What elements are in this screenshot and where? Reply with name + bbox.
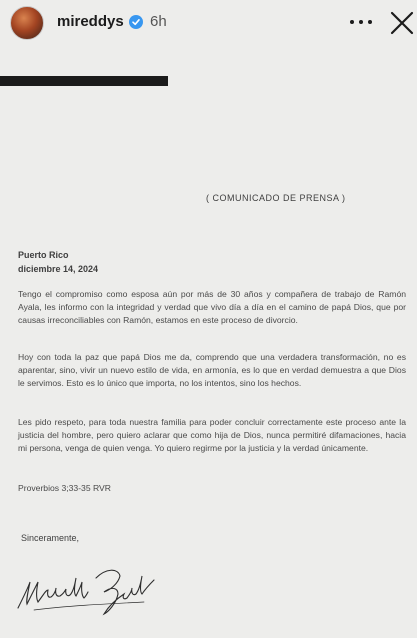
letter-date: diciembre 14, 2024 (18, 264, 99, 274)
avatar[interactable] (10, 6, 44, 40)
handwritten-signature (14, 560, 164, 618)
letter-place: Puerto Rico (18, 250, 69, 260)
username[interactable]: mireddys (57, 13, 124, 30)
close-icon[interactable] (389, 10, 415, 36)
letter-paragraph-1: Tengo el compromiso como esposa aún por más de 30 años y compañera de trabajo de Ramón Ayala, les informo con la integridad y verdad que vivo día a día en el camino de papá Dios, que por causas irreconciliables con Ramón, estamos en este proceso de divorcio. (18, 289, 406, 326)
letter-paragraph-2: Hoy con toda la paz que papá Dios me da, comprendo que una verdadera transformación, no es aparentar, sino, vivir un nuevo estilo de vida, en armonía, es lo que en verdad demuestra a que Dios le servimos. Esto es lo único que importa, no los intentos, sino los hechos. (18, 352, 406, 389)
more-dots-icon[interactable] (348, 12, 374, 32)
letter-closing: Sinceramente, (21, 533, 80, 543)
bible-verse: Proverbios 3;33-35 RVR (18, 483, 111, 493)
post-time: 6h (150, 13, 167, 30)
press-release-heading: ( COMUNICADO DE PRENSA ) (206, 193, 346, 203)
verified-badge-icon (129, 15, 143, 29)
story-header (0, 0, 417, 46)
redaction-bar (0, 76, 168, 86)
letter-paragraph-3: Les pido respeto, para toda nuestra familia para poder concluir correctamente este proceso ante la justicia del hombre, pero quiero aclarar que como hija de Dios, nunca permitiré difamaciones, hacia mi persona, venga de quien venga. Yo quiero regirme por la justicia y la verdad únicamente. (18, 417, 406, 454)
